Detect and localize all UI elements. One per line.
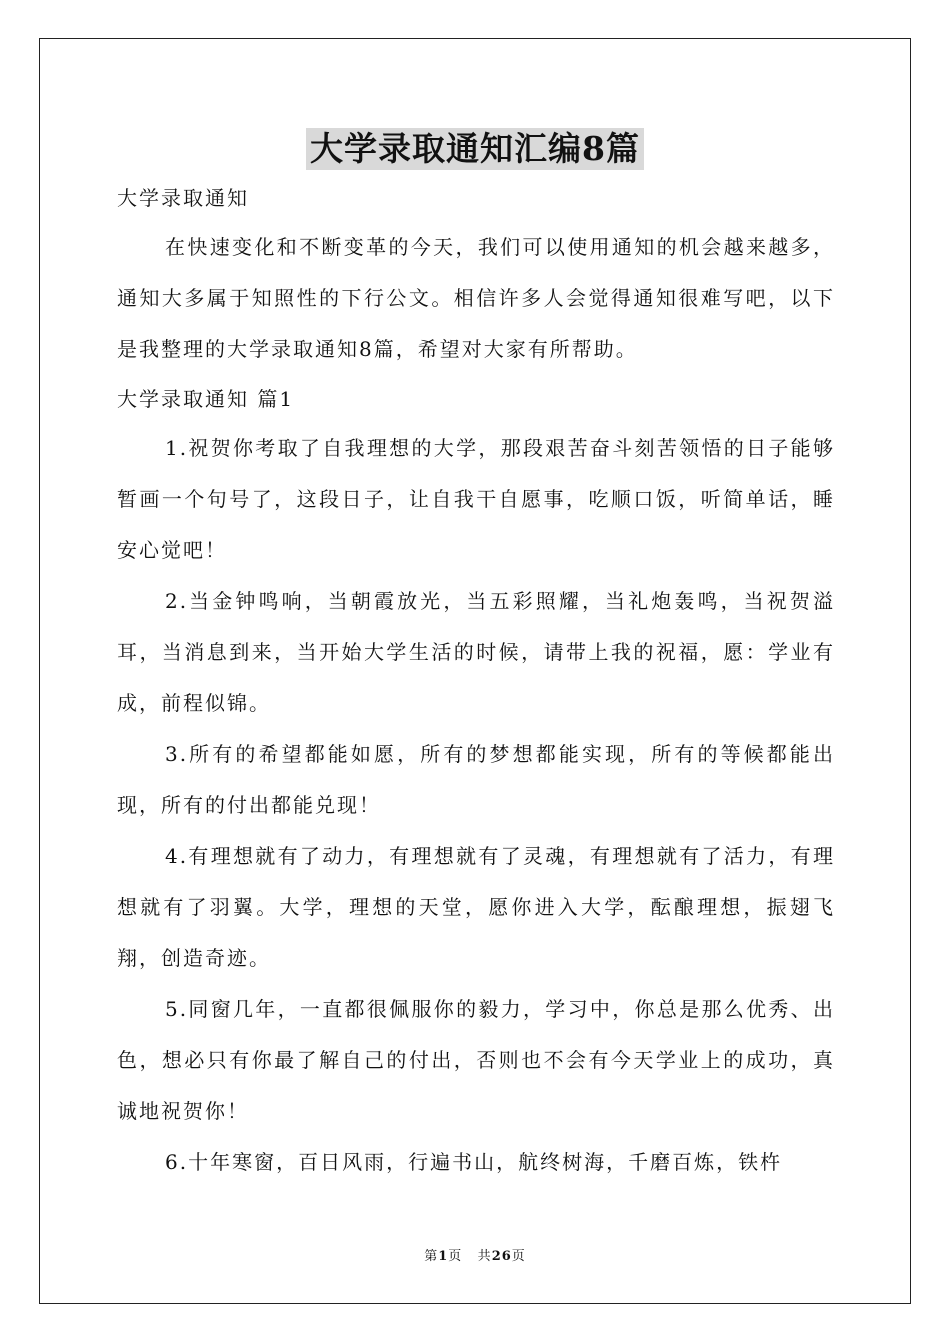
page-current: 1 xyxy=(438,1249,449,1264)
title-container xyxy=(0,128,950,170)
list-item-1: 1.祝贺你考取了自我理想的大学，那段艰苦奋斗刻苦领悟的日子能够暂画一个句号了，这段日子，让自我干自愿事，吃顺口饭，听简单话，睡安心觉吧！ xyxy=(117,436,835,562)
page-total: 26 xyxy=(491,1249,512,1264)
total-suffix: 页 xyxy=(511,1249,526,1264)
document-title: 大学录取通知汇编8篇 xyxy=(306,128,644,170)
page-prefix: 第 xyxy=(424,1249,439,1264)
list-item-5: 5.同窗几年，一直都很佩服你的毅力，学习中，你总是那么优秀、出色，想必只有你最了解自己的付出，否则也不会有今天学业上的成功，真诚地祝贺你！ xyxy=(117,997,835,1123)
document-body xyxy=(117,180,835,1188)
intro-paragraph: 在快速变化和不断变革的今天，我们可以使用通知的机会越来越多，通知大多属于知照性的下行公文。相信许多人会觉得通知很难写吧，以下是我整理的大学录取通知8篇，希望对大家有所帮助。 xyxy=(117,235,835,361)
list-item-3: 3.所有的希望都能如愿，所有的梦想都能实现，所有的等候都能出现，所有的付出都能兑现！ xyxy=(117,742,835,817)
list-item-6: 6.十年寒窗，百日风雨，行遍书山，航终树海，千磨百炼，铁杵 xyxy=(165,1150,783,1174)
total-prefix: 共 xyxy=(477,1249,492,1264)
intro-heading: 大学录取通知 xyxy=(117,186,249,210)
section-heading: 大学录取通知 篇1 xyxy=(117,387,295,411)
page-suffix: 页 xyxy=(448,1249,463,1264)
list-item-2: 2.当金钟鸣响，当朝霞放光，当五彩照耀，当礼炮轰鸣，当祝贺溢耳，当消息到来，当开始大学生活的时候，请带上我的祝福，愿：学业有成，前程似锦。 xyxy=(117,589,835,715)
page-footer xyxy=(0,1248,950,1266)
list-item-4: 4.有理想就有了动力，有理想就有了灵魂，有理想就有了活力，有理想就有了羽翼。大学，理想的天堂，愿你进入大学，酝酿理想，振翅飞翔，创造奇迹。 xyxy=(117,844,835,970)
